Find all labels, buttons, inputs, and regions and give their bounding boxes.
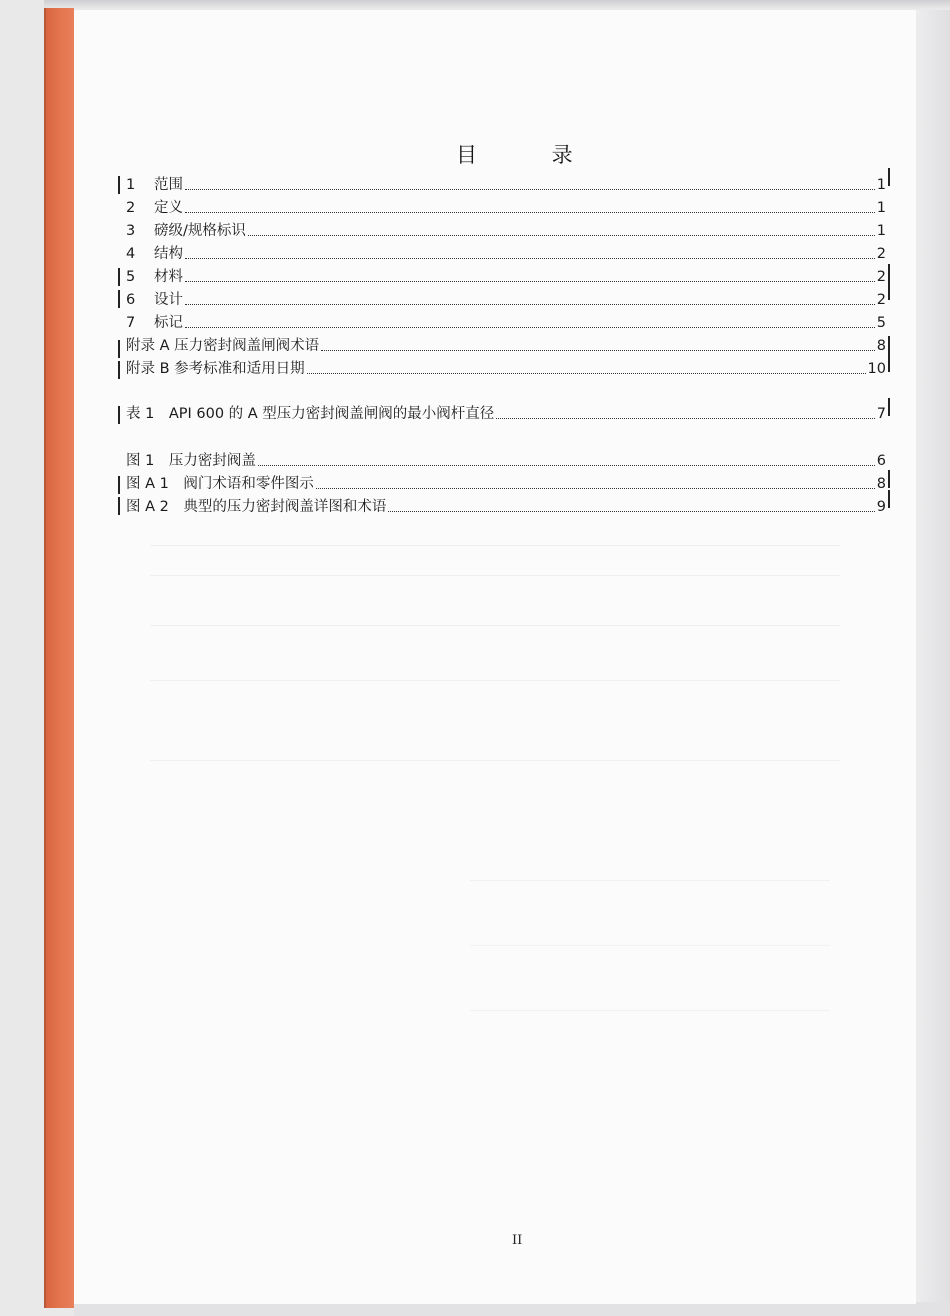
scan-bottom-shadow <box>74 1302 950 1316</box>
toc-entry-appendix-a[interactable] <box>126 333 886 355</box>
toc-entry-section-1[interactable] <box>126 172 886 194</box>
toc-entry-page: 8 <box>876 476 886 492</box>
change-bar <box>888 354 890 372</box>
toc-entry-section-3[interactable] <box>126 218 886 240</box>
dot-leader <box>388 511 874 512</box>
toc-entry-page: 1 <box>876 177 886 193</box>
dot-leader <box>185 281 875 282</box>
toc-entry-label: 磅级/规格标识 <box>154 223 246 239</box>
toc-entry-page: 2 <box>876 246 886 262</box>
change-bar <box>888 490 890 508</box>
toc-entry-figure-a1[interactable] <box>126 471 886 493</box>
change-bar <box>118 340 120 358</box>
toc-entry-section-5[interactable] <box>126 264 886 286</box>
change-bar <box>118 497 120 515</box>
toc-entry-section-2[interactable] <box>126 195 886 217</box>
page-title: 目 录 <box>456 143 607 167</box>
toc-entry-label: 附录 B 参考标准和适用日期 <box>126 361 305 377</box>
toc-entry-number: 5 <box>126 269 136 285</box>
change-bar <box>888 282 890 300</box>
toc-entry-table-1[interactable] <box>126 401 886 423</box>
page-number: II <box>512 1233 523 1248</box>
toc-entry-label: 设计 <box>154 292 183 308</box>
change-bar <box>888 336 890 354</box>
toc-entry-label: 图 1 压力密封阀盖 <box>126 453 256 469</box>
toc-entry-number: 4 <box>126 246 136 262</box>
toc-entry-label: 材料 <box>154 269 183 285</box>
change-bar <box>888 264 890 282</box>
toc-entry-page: 8 <box>876 338 886 354</box>
toc-entry-label: 图 A 2 典型的压力密封阀盖详图和术语 <box>126 499 387 515</box>
dot-leader <box>496 418 874 419</box>
change-bar <box>118 268 120 286</box>
toc-entry-number: 7 <box>126 315 136 331</box>
toc-entry-label: 表 1 API 600 的 A 型压力密封阀盖闸阀的最小阀杆直径 <box>126 406 495 422</box>
toc-entry-number: 2 <box>126 200 136 216</box>
binding-spine <box>44 8 74 1308</box>
dot-leader <box>248 235 875 236</box>
scan-top-edge <box>44 0 950 10</box>
change-bar <box>118 176 120 194</box>
toc-entry-page: 6 <box>876 453 886 469</box>
toc-entry-label: 标记 <box>154 315 183 331</box>
toc-entry-page: 7 <box>876 406 886 422</box>
toc-entry-page: 2 <box>876 269 886 285</box>
toc-entry-page: 2 <box>876 292 886 308</box>
toc-entry-section-6[interactable] <box>126 287 886 309</box>
toc-entry-page: 10 <box>867 361 886 377</box>
toc-entry-label: 定义 <box>154 200 183 216</box>
toc-entry-appendix-b[interactable] <box>126 356 886 378</box>
dot-leader <box>321 350 875 351</box>
change-bar <box>888 168 890 186</box>
change-bar <box>888 470 890 488</box>
toc-entry-number: 6 <box>126 292 136 308</box>
change-bar <box>888 398 890 416</box>
dot-leader <box>307 373 866 374</box>
change-bar <box>118 476 120 494</box>
dot-leader <box>185 212 875 213</box>
toc-entry-page: 5 <box>876 315 886 331</box>
toc-entry-section-7[interactable] <box>126 310 886 332</box>
dot-leader <box>185 258 875 259</box>
toc-entry-label: 范围 <box>154 177 183 193</box>
dot-leader <box>185 189 875 190</box>
change-bar <box>118 361 120 379</box>
toc-entry-page: 1 <box>876 223 886 239</box>
toc-entry-label: 图 A 1 阀门术语和零件图示 <box>126 476 314 492</box>
toc-entry-page: 9 <box>876 499 886 515</box>
toc-entry-label: 结构 <box>154 246 183 262</box>
change-bar <box>118 290 120 308</box>
toc-entry-section-4[interactable] <box>126 241 886 263</box>
dot-leader <box>185 327 875 328</box>
toc-entry-page: 1 <box>876 200 886 216</box>
dot-leader <box>258 465 875 466</box>
toc-entry-figure-1[interactable] <box>126 448 886 470</box>
change-bar <box>118 406 120 424</box>
scan-right-shadow <box>916 10 950 1316</box>
toc-entry-number: 1 <box>126 177 136 193</box>
toc-entry-label: 附录 A 压力密封阀盖闸阀术语 <box>126 338 320 354</box>
dot-leader <box>185 304 875 305</box>
toc-entry-number: 3 <box>126 223 136 239</box>
dot-leader <box>316 488 875 489</box>
toc-entry-figure-a2[interactable] <box>126 494 886 516</box>
